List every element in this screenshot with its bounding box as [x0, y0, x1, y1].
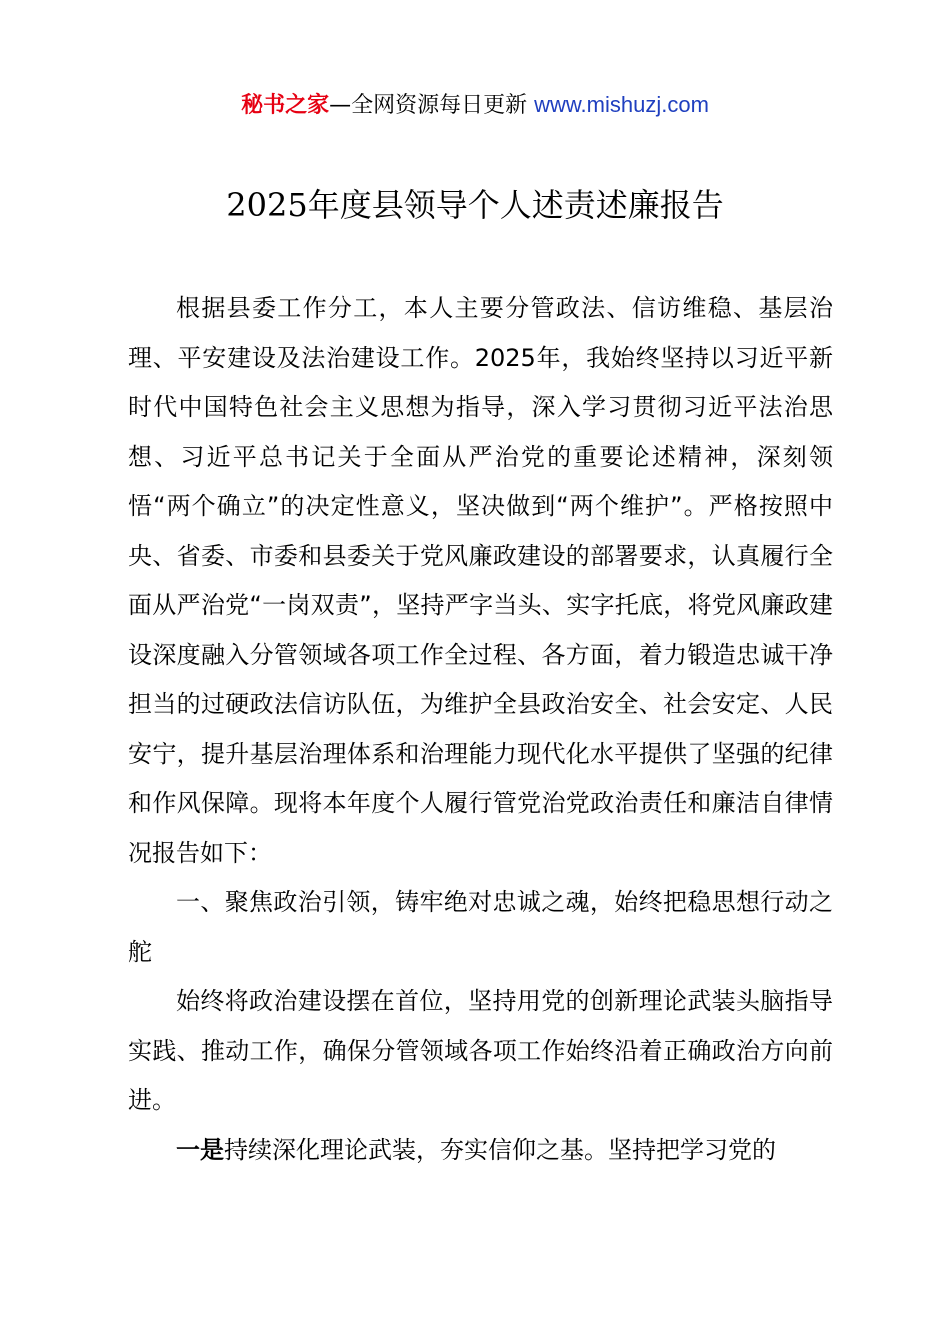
paragraph-section-one-intro — [128, 977, 833, 1126]
paragraph-text: 根据县委工作分工，本人主要分管政法、信访维稳、基层治理、平安建设及法治建设工作。2025年，我始终坚持以习近平新时代中国特色社会主义思想为指导，深入学习贯彻习近平法治思想、习近平总书记关于全面从严治党的重要论述精神，深刻领悟“两个确立”的决定性意义，坚决做到“两个维护”。严格按照中央、省委、市委和县委关于党风廉政建设的部署要求，认真履行全面从严治党“一岗双责”，坚持严字当头、实字托底，将党风廉政建设深度融入分管领域各项工作全过程、各方面，着力锻造忠诚干净担当的过硬政法信访队伍，为维护全县政治安全、社会安定、人民安宁，提升基层治理体系和治理能力现代化水平提供了坚强的纪律和作风保障。现将本年度个人履行管党治党政治责任和廉洁自律情况报告如下： — [128, 294, 833, 867]
paragraph-text: 持续深化理论武装，夯实信仰之基。坚持把学习党的 — [224, 1135, 776, 1164]
site-tagline: —全网资源每日更新 — [329, 93, 535, 118]
section-heading-text: 一、聚焦政治引领，铸牢绝对忠诚之魂，始终把稳思想行动之舵 — [128, 888, 833, 966]
site-url-link[interactable]: www.mishuzj.com — [534, 92, 709, 117]
document-title: 2025年度县领导个人述责述廉报告 — [226, 186, 724, 224]
section-heading-one — [128, 878, 833, 977]
paragraph-intro — [128, 284, 833, 878]
paragraph-lead-bold: 一是 — [176, 1135, 224, 1164]
paragraph-point-one — [128, 1126, 833, 1176]
site-brand: 秘书之家 — [241, 93, 330, 118]
paragraph-text: 始终将政治建设摆在首位，坚持用党的创新理论武装头脑指导实践、推动工作，确保分管领域各项工作始终沿着正确政治方向前进。 — [128, 987, 833, 1114]
document-body — [128, 284, 833, 1175]
site-banner — [0, 88, 950, 123]
